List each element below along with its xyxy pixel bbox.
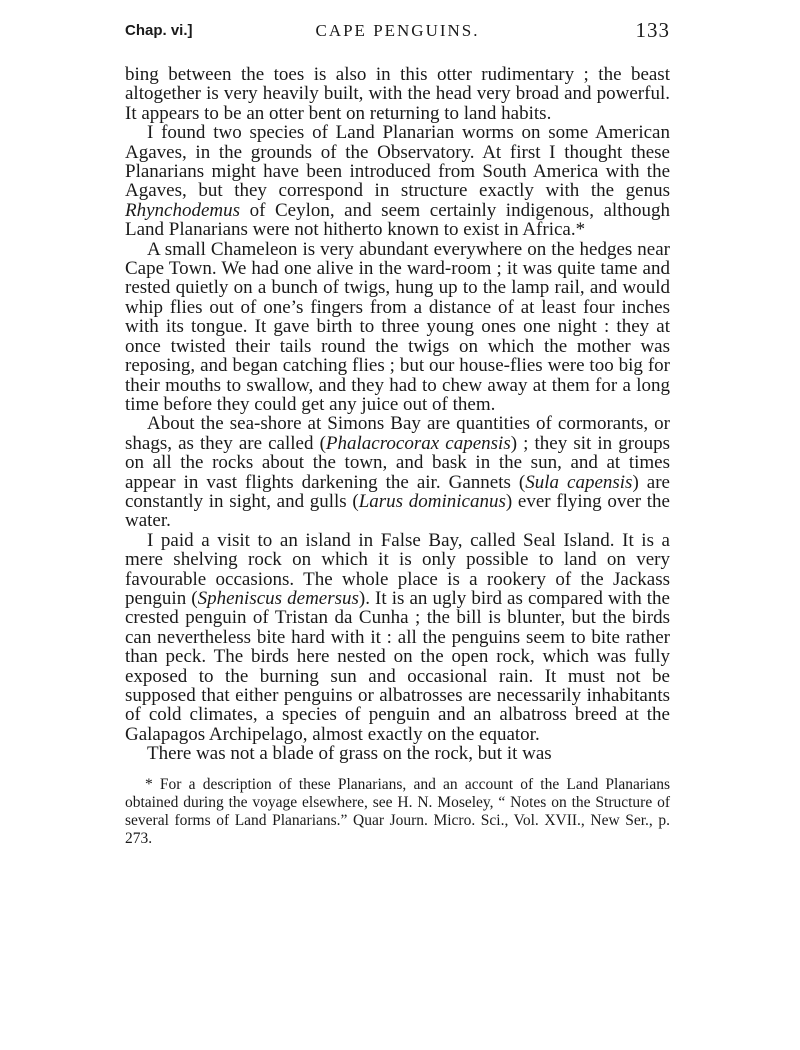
- chapter-label: Chap. vi.]: [125, 22, 193, 39]
- paragraph-planarians: [125, 123, 670, 239]
- paragraph-text: ) are constantly in sight, and gulls (: [125, 471, 670, 512]
- species-name: Spheniscus demersus: [197, 587, 359, 609]
- paragraph-cormorants: [125, 414, 670, 530]
- paragraph-text: About the sea-shore at Simons Bay are quantities of cormorants, or shags, as they are called (: [125, 413, 670, 454]
- footnote-text: * For a description of these Planarians, and an account of the Land Planarians obtained during the voyage elsewhere, see H. N. Moseley, “ Notes on the Structure of several forms of Land Planarians.” Quar Journ. Micro. Sci., Vol. XVII., New Ser., p. 273.: [125, 775, 670, 847]
- species-name: Sula capensis: [525, 471, 633, 493]
- paragraph-text: bing between the toes is also in this otter rudimentary ; the beast altogether is very heavily built, with the head very broad and powerful. It appears to be an otter bent on returning to land habits.: [125, 64, 670, 124]
- paragraph-seal-island: [125, 531, 670, 744]
- paragraph-otter: [125, 65, 670, 123]
- running-header: [125, 18, 670, 52]
- genus-name: Rhynchodemus: [125, 199, 241, 221]
- footnote: [125, 776, 670, 848]
- paragraph-text: There was not a blade of grass on the rock, but it was: [147, 743, 552, 765]
- paragraph-text: I found two species of Land Planarian worms on some American Agaves, in the grounds of the Observatory. At first I thought these Planarians might have been introduced from South America with the Agaves, but they correspond in structure exactly with the genus: [125, 122, 670, 202]
- paragraph-grass: [125, 744, 670, 763]
- paragraph-chameleon: [125, 240, 670, 415]
- paragraph-text: ) ; they sit in groups on all the rocks about the town, and bask in the sun, and at times appear in vast flights darkening the air. Gannets (: [125, 432, 670, 493]
- species-name: Larus dominicanus: [358, 490, 506, 512]
- paragraph-text: I paid a visit to an island in False Bay, called Seal Island. It is a mere shelving rock on which it is only possible to land on very favourable occasions. The whole place is a rookery of the Jackass penguin (: [125, 529, 670, 609]
- paragraph-text: ) ever flying over the water.: [125, 490, 670, 532]
- paragraph-text: of Ceylon, and seem certainly indigenous, although Land Planarians were not hitherto known to exist in Africa.*: [125, 199, 670, 241]
- book-page: [125, 18, 670, 848]
- paragraph-text: A small Chameleon is very abundant everywhere on the hedges near Cape Town. We had one alive in the ward-room ; it was quite tame and rested quietly on a bunch of twigs, hung up to the lamp rail, and would whip flies out of one’s fingers from a distance of at least four inches with its tongue. It gave birth to three young ones one night : they at once twisted their tails round the twigs on which the mother was reposing, and began catching flies ; but our house-flies were too big for their mouths to swallow, and they had to chew away at them for a long time before they could get any juice out of them.: [125, 238, 670, 415]
- body-text: [125, 65, 670, 764]
- running-title: CAPE PENGUINS.: [315, 21, 480, 40]
- paragraph-text: ). It is an ugly bird as compared with the crested penguin of Tristan da Cunha ; the bill is blunter, but the birds can nevertheless bite hard with it : all the penguins seem to bite rather than peck. The birds here nested on the open rock, which was fully exposed to the burning sun and occasional rain. It must not be supposed that either penguins or albatrosses are necessarily inhabitants of cold climates, a species of penguin and an albatross breed at the Galapagos Archipelago, almost exactly on the equator.: [125, 587, 670, 745]
- species-name: Phalacrocorax capensis: [325, 432, 511, 454]
- page-number: 133: [635, 18, 670, 42]
